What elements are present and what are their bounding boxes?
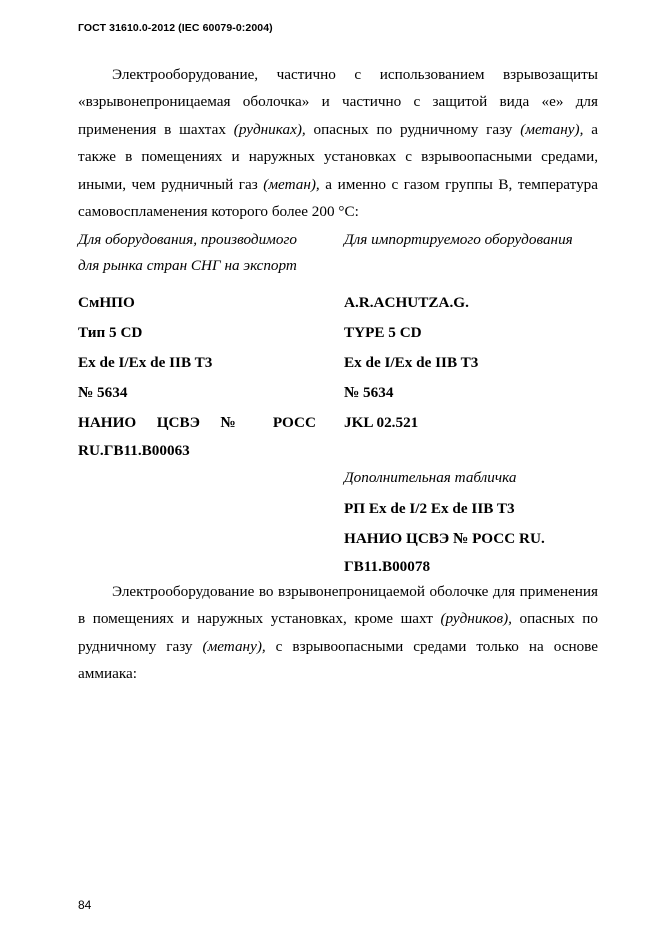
paragraph-text: а также в помещениях и наружных установках с взрывоопасными средами, иными, чем рудничный газ bbox=[78, 120, 598, 193]
paragraph-italic: (рудников), bbox=[440, 610, 512, 628]
paragraph-text: Электрооборудование, частично с использованием взрывозащиты «взрывонепроницаемая оболочка» и частично с защитой вида «е» для применения в шахтах bbox=[78, 66, 598, 138]
page-number: 84 bbox=[78, 898, 92, 912]
column-heading: Для импортируемого оборудования bbox=[344, 231, 573, 248]
paragraph-text: Электрооборудование во взрывонепроницаемой оболочке для применения в помещениях и наружных установках, кроме шахт bbox=[78, 583, 598, 628]
marking-line: НАНИО ЦСВЭ № РОСС bbox=[78, 414, 316, 431]
marking-line: RU.ГВ11.В00063 bbox=[78, 442, 190, 459]
paragraph-italic: (метану), bbox=[202, 637, 266, 655]
paragraph-italic: (рудниках), bbox=[233, 120, 306, 138]
marking-line: РП Ex de I/2 Ex de IIB T3 bbox=[344, 500, 515, 517]
marking-line: JKL 02.521 bbox=[344, 414, 419, 431]
marking-line: Тип 5 CD bbox=[78, 324, 143, 341]
paragraph-italic: (метану), bbox=[520, 120, 584, 138]
extra-plate-heading: Дополнительная табличка bbox=[344, 469, 517, 486]
paragraph-ammonia bbox=[78, 578, 598, 688]
paragraph-text: с взрывоопасными средами только на основе аммиака: bbox=[78, 637, 599, 683]
document-header: ГОСТ 31610.0-2012 (IEC 60079-0:2004) bbox=[78, 22, 273, 34]
paragraph-text: опасных по рудничному газу bbox=[305, 120, 521, 138]
marking-line: НАНИО ЦСВЭ № РОСС RU. bbox=[344, 530, 545, 547]
paragraph-gas-group-b bbox=[78, 61, 598, 225]
marking-line: № 5634 bbox=[344, 384, 394, 401]
marking-column-cis bbox=[78, 227, 316, 467]
marking-line: № 5634 bbox=[78, 384, 128, 401]
column-heading: для рынка стран СНГ на экспорт bbox=[78, 257, 297, 274]
marking-line: СмНПО bbox=[78, 294, 135, 311]
marking-line: Ex de I/Ex de IIB T3 bbox=[344, 354, 479, 371]
paragraph-text: опасных по рудничному газу bbox=[78, 610, 598, 655]
marking-line: TYPE 5 CD bbox=[344, 324, 422, 341]
column-heading: Для оборудования, производимого bbox=[78, 231, 297, 248]
marking-column-import bbox=[344, 227, 598, 583]
marking-line: ГВ11.В00078 bbox=[344, 558, 431, 575]
paragraph-text: а именно с газом группы В, температура самовоспламенения которого более 200 °С: bbox=[78, 175, 598, 221]
marking-line: Ex de I/Ex de IIB T3 bbox=[78, 354, 213, 371]
paragraph-italic: (метан), bbox=[263, 175, 320, 193]
marking-line: A.R.ACHUTZA.G. bbox=[344, 294, 469, 311]
